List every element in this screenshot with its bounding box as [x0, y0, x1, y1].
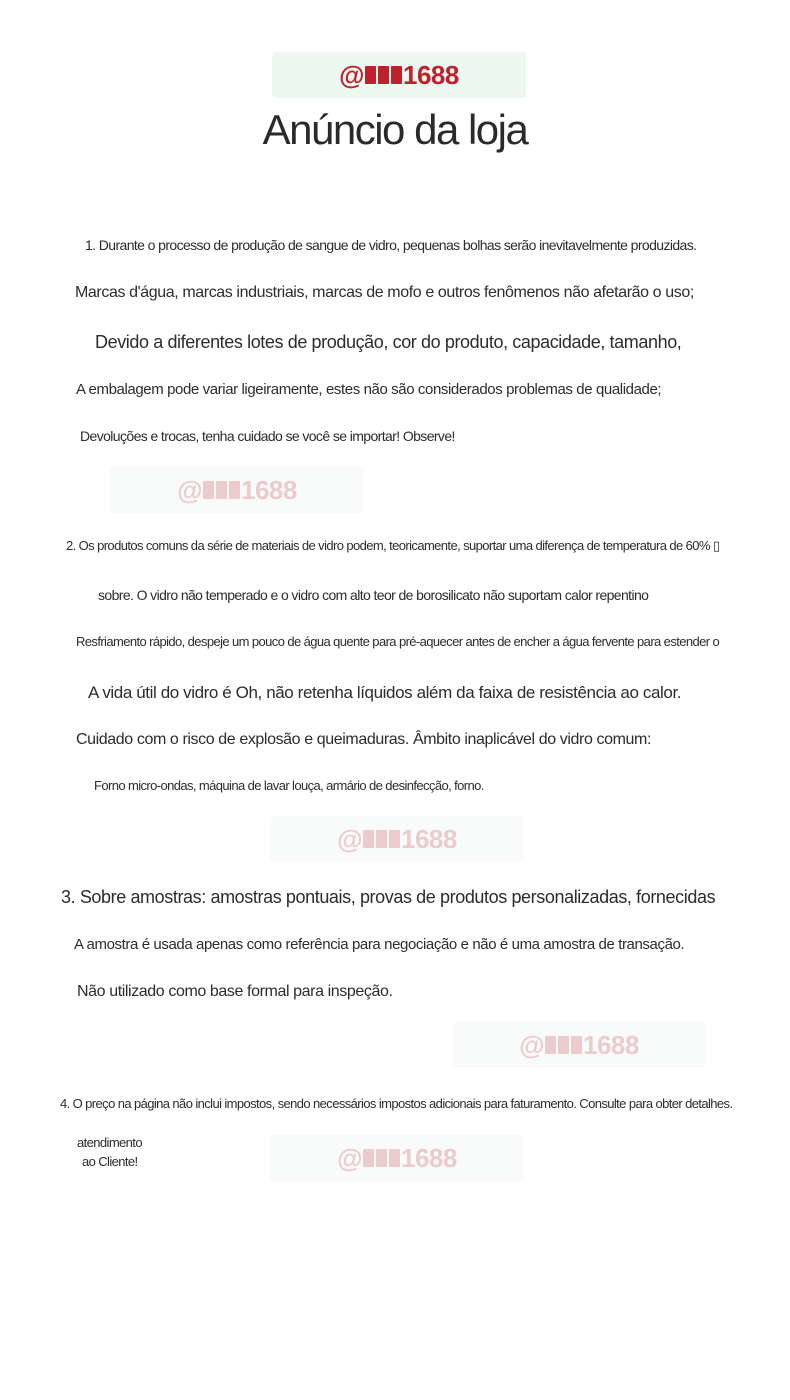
watermark-glyph-box	[229, 481, 240, 499]
section3-line2: A amostra é usada apenas como referência para negociação e não é uma amostra de transação.	[74, 936, 685, 953]
section1-line3: Devido a diferentes lotes de produção, cor do produto, capacidade, tamanho,	[95, 332, 682, 352]
section2-line5: Cuidado com o risco de explosão e queimaduras. Âmbito inaplicável do vidro comum:	[76, 731, 652, 748]
watermark-glyph-box	[376, 1149, 387, 1167]
watermark-3	[270, 816, 524, 862]
watermark-glyph-box	[391, 66, 402, 84]
watermark-5	[270, 1135, 524, 1181]
section3-line1: 3. Sobre amostras: amostras pontuais, provas de produtos personalizadas, fornecidas	[61, 887, 716, 907]
section1-line1: 1. Durante o processo de produção de sangue de vidro, pequenas bolhas serão inevitavelmente produzidas.	[85, 237, 697, 253]
section2-line3: Resfriamento rápido, despeje um pouco de água quente para pré-aquecer antes de encher a água fervente para estender o	[76, 634, 720, 649]
section1-line5: Devoluções e trocas, tenha cuidado se você se importar! Observe!	[80, 428, 455, 444]
section2-line4: A vida útil do vidro é Oh, não retenha líquidos além da faixa de resistência ao calor.	[88, 683, 682, 702]
watermark-glyph-box	[365, 66, 376, 84]
watermark-glyph-box	[376, 830, 387, 848]
section4-line3: ao Cliente!	[82, 1154, 138, 1169]
watermark-glyph-box	[571, 1036, 582, 1054]
watermark-glyph-box	[389, 1149, 400, 1167]
page-title: Anúncio da loja	[262, 106, 528, 153]
watermark-glyph-box	[389, 830, 400, 848]
watermark-glyph-box	[363, 1149, 374, 1167]
watermark-at: @	[339, 59, 364, 90]
watermark-number: 1688	[401, 823, 457, 854]
watermark-glyph-box	[558, 1036, 569, 1054]
section4-line1: 4. O preço na página não inclui impostos, sendo necessários impostos adicionais para faturamento. Consulte para obter detalhes.	[60, 1096, 733, 1111]
watermark-glyph-box	[545, 1036, 556, 1054]
watermark-at: @	[177, 474, 202, 505]
watermark-glyph-box	[216, 481, 227, 499]
watermark-glyph-box	[203, 481, 214, 499]
watermark-number: 1688	[583, 1029, 639, 1060]
section3-line3: Não utilizado como base formal para inspeção.	[77, 983, 393, 1000]
watermark-glyph-box	[378, 66, 389, 84]
watermark-number: 1688	[403, 59, 459, 90]
watermark-4	[452, 1022, 706, 1068]
watermark-glyph-box	[363, 830, 374, 848]
watermark-number: 1688	[401, 1142, 457, 1173]
watermark-at: @	[337, 823, 362, 854]
section2-line1: 2. Os produtos comuns da série de materiais de vidro podem, teoricamente, suportar uma diferença de temperatura de 60% ▯	[66, 538, 720, 553]
watermark-2	[110, 467, 364, 513]
section2-line2: sobre. O vidro não temperado e o vidro com alto teor de borosilicato não suportam calor repentino	[98, 587, 649, 603]
section4-line2: atendimento	[77, 1135, 142, 1150]
section1-line2: Marcas d'água, marcas industriais, marcas de mofo e outros fenômenos não afetarão o uso;	[75, 284, 694, 301]
section1-line4: A embalagem pode variar ligeiramente, estes não são considerados problemas de qualidade;	[76, 381, 662, 398]
section2-line6: Forno micro-ondas, máquina de lavar louça, armário de desinfecção, forno.	[94, 778, 484, 793]
watermark-at: @	[519, 1029, 544, 1060]
watermark-at: @	[337, 1142, 362, 1173]
watermark-top	[272, 52, 526, 98]
watermark-number: 1688	[241, 474, 297, 505]
